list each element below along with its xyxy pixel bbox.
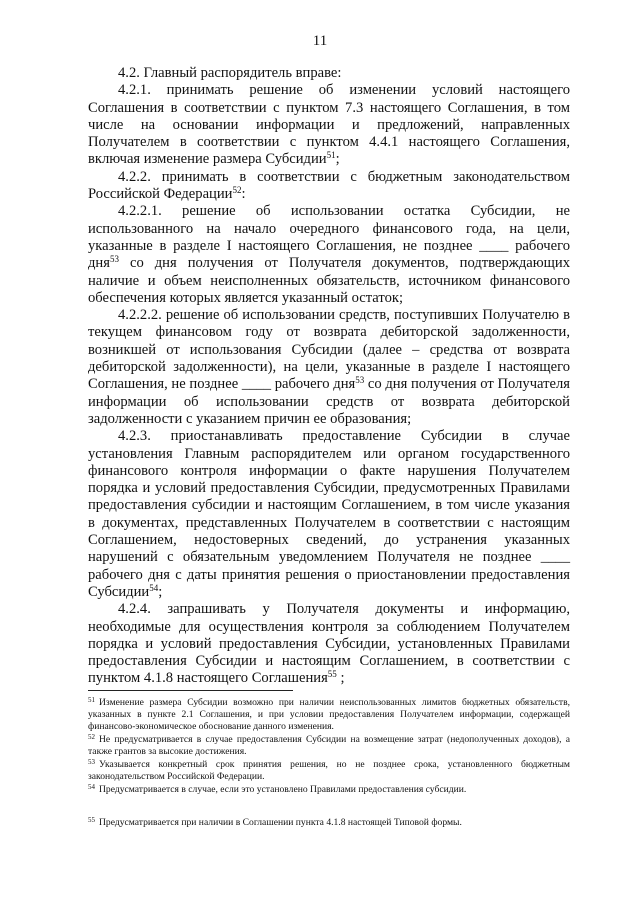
paragraph-4-2-2-1: 4.2.2.1. решение об использовании остатка Субсидии, не использованного на начало очередного финансового года, на цели, указанные в разделе I настоящего Соглашения, не позднее ____ рабочего дня$^{53}$ со дня получения от Получателя документов, подтверждающих наличие и объем неисполненных обязательств, источником финансового обеспечения которых является указанный остаток; [88,203,570,306]
footnote-ref-54[interactable]: 54 [149,582,159,593]
footnote-53: $^{53}$ Указывается конкретный срок принятия решения, но не позднее срока, установленного бюджетным законодательством Российской Федерации. [88,758,570,782]
footnote-ref-51[interactable]: 51 [326,150,336,161]
footnote-54: $^{54}$ Предусматривается в случае, если это установлено Правилами предоставления субсидии. [88,783,467,795]
footnote-ref-53b[interactable]: 53 [355,375,365,386]
body-text [88,65,570,688]
paragraph-4-2-4: 4.2.4. запрашивать у Получателя документы и информацию, необходимые для осуществления контроля за соблюдением Получателем порядка и условий предоставления Субсидии, установленных Правилами предоставления Субсидии и настоящим Соглашением, в соответствии с пунктом 4.1.8 настоящего Соглашения$^{55}$ ; [88,601,570,687]
footnote-51: $^{51}$ Изменение размера Субсидии возможно при наличии неиспользованных лимитов бюджетных обязательств, указанных в пункте 2.1 Соглашения, и при условии предоставления Получателем информации, содержащей финансово-экономическое обоснование данного изменения. [88,696,570,732]
footnote-divider [88,690,293,691]
paragraph-4-2: 4.2. Главный распорядитель вправе: [118,65,342,81]
paragraph-4-2-3: 4.2.3. приостанавливать предоставление Субсидии в случае установления Главным распорядителем или органом государственного финансового контроля информации о факте нарушения Получателем порядка и условий предоставления Субсидии, предусмотренных Правилами предоставления субсидии и настоящим Соглашением, в том числе указания в документах, представленных Получателем в соответствии с настоящим Соглашением, недостоверных сведений, до устранения указанных нарушений с обязательным уведомлением Получателя не позднее ____ рабочего дня с даты принятия решения о приостановлении предоставления Субсидии$^{54}$; [88,428,570,600]
paragraph-4-2-1: 4.2.1. принимать решение об изменении условий настоящего Соглашения в соответствии с пунктом 7.3 настоящего Соглашения, в том числе на основании информации и предложений, направленных Получателем в соответствии с пунктом 4.4.1 настоящего Соглашения, включая изменение размера Субсидии$^{51}$; [88,82,570,168]
paragraph-4-2-2-2: 4.2.2.2. решение об использовании средств, поступивших Получателю в текущем финансовом году от возврата дебиторской задолженности, возникшей от использования Субсидии (далее – средства от возврата дебиторской задолженности), на цели, указанные в разделе I настоящего Соглашения, не позднее ____ рабочего дня$^{53}$ со дня получения от Получателя информации об использовании средств от возврата дебиторской задолженности с указанием причин ее образования; [88,307,570,427]
footnote-52: $^{52}$ Не предусматривается в случае предоставления Субсидии на возмещение затрат (недополученных доходов), а также грантов за высокие достижения. [88,733,570,757]
footnotes [88,697,570,830]
footnote-ref-55[interactable]: 55 [327,669,337,680]
footnote-ref-52[interactable]: 52 [232,185,242,196]
footnote-ref-53[interactable]: 53 [109,254,119,265]
footnote-55: $^{55}$ Предусматривается при наличии в Соглашении пункта 4.1.8 настоящей Типовой формы. [88,816,462,828]
page-number: 11 [312,33,328,49]
paragraph-4-2-2: 4.2.2. принимать в соответствии с бюджетным законодательством Российской Федерации$^{52}$: [88,168,570,203]
